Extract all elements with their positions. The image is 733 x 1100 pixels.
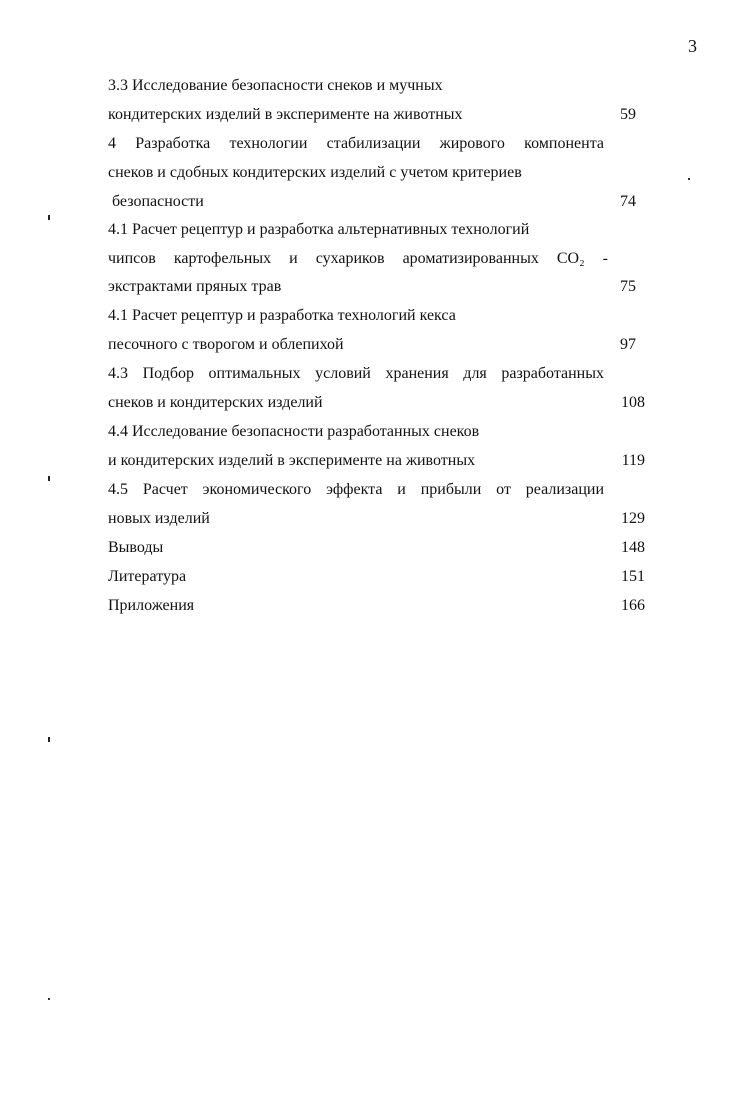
toc-line: снеков и сдобных кондитерских изделий с учетом критериев bbox=[108, 164, 522, 181]
toc-line: 3.3 Исследование безопасности снеков и мучных bbox=[108, 77, 443, 94]
toc-line: Выводы bbox=[108, 539, 164, 556]
toc-page-number: 148 bbox=[621, 539, 645, 556]
toc-page-number: 151 bbox=[621, 568, 645, 585]
page-number: 3 bbox=[688, 36, 697, 56]
toc-page-number: 97 bbox=[620, 336, 636, 353]
toc-line: и кондитерских изделий в эксперименте на животных bbox=[108, 452, 476, 469]
toc-line: Литература bbox=[108, 568, 187, 585]
toc-line: 4 Разработка технологии стабилизации жирового компонента bbox=[108, 135, 604, 152]
toc-line: новых изделий bbox=[108, 510, 210, 527]
toc-page-number: 129 bbox=[621, 510, 645, 527]
toc-page-number: 74 bbox=[620, 193, 636, 210]
toc-line: 4.4 Исследование безопасности разработанных снеков bbox=[108, 423, 480, 440]
toc-line: чипсов картофельных и сухариков ароматизированных СО₂ - bbox=[108, 250, 608, 267]
toc-line: 4.1 Расчет рецептур и разработка технологий кекса bbox=[108, 307, 456, 324]
toc-page-number: 59 bbox=[620, 106, 636, 123]
toc-line: безопасности bbox=[112, 193, 204, 210]
scan-dot bbox=[688, 178, 690, 180]
toc-page-number: 166 bbox=[621, 597, 645, 614]
scan-dot bbox=[48, 998, 50, 1000]
toc-line: кондитерских изделий в эксперименте на животных bbox=[108, 106, 463, 123]
scan-mark bbox=[48, 737, 50, 742]
toc-page-number: 108 bbox=[621, 394, 645, 411]
scan-mark bbox=[48, 476, 50, 481]
toc-line: песочного с творогом и облепихой bbox=[108, 336, 344, 353]
toc-line: 4.3 Подбор оптимальных условий хранения для разработанных bbox=[108, 365, 604, 382]
toc-page-number: 75 bbox=[620, 278, 636, 295]
scan-mark bbox=[48, 215, 50, 220]
toc-line: снеков и кондитерских изделий bbox=[108, 394, 323, 411]
toc-line: Приложения bbox=[108, 597, 195, 614]
toc-line: экстрактами пряных трав bbox=[108, 278, 282, 295]
toc-line: 4.1 Расчет рецептур и разработка альтернативных технологий bbox=[108, 221, 530, 238]
toc-line: 4.5 Расчет экономического эффекта и прибыли от реализации bbox=[108, 481, 604, 498]
toc-page-number: 119 bbox=[621, 452, 645, 469]
